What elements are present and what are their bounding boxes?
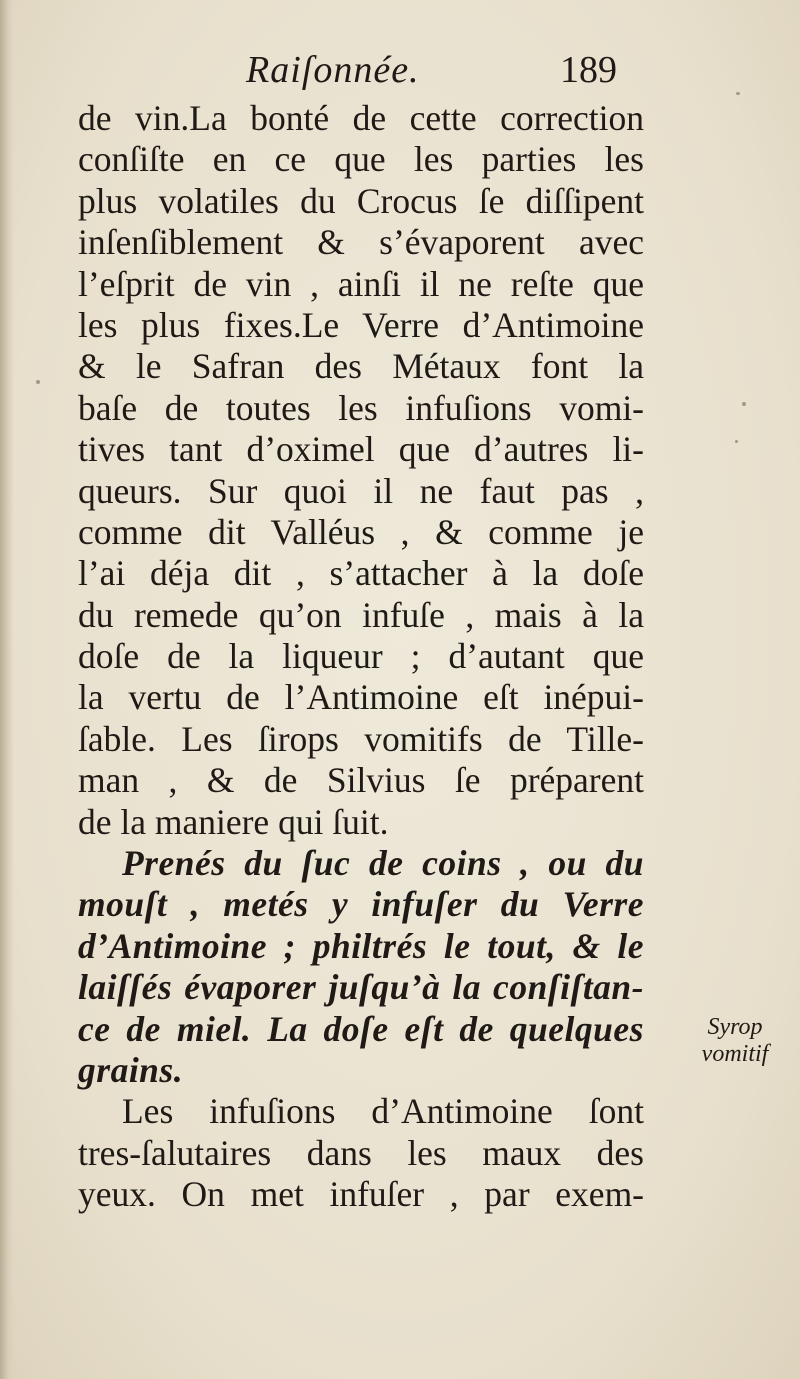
text-line: tives tant d’oximel que d’autres li-: [78, 429, 644, 470]
text-line: baſe de toutes les infuſions vomi-: [78, 387, 644, 428]
text-line: yeux. On met infuſer , par exem-: [78, 1174, 644, 1215]
text-line: tres-ſalutaires dans les maux des: [78, 1132, 644, 1173]
paper-speck: [735, 440, 738, 443]
text-line: Les infuſions d’Antimoine ſont: [122, 1091, 644, 1132]
recipe-line: ce de miel. La doſe eſt de quelques: [78, 1008, 644, 1049]
text-line: inſenſiblement & s’évaporent avec: [78, 222, 644, 263]
recipe-line: laiſſés évaporer juſqu’à la conſiſtan-: [78, 967, 644, 1008]
recipe-line: Prenés du ſuc de coins , ou du: [122, 843, 644, 884]
recipe-line: mouſt , metés y infuſer du Verre: [78, 884, 644, 925]
text-line: l’eſprit de vin , ainſi il ne reſte que: [78, 263, 644, 304]
text-line: de vin.La bonté de cette correction: [78, 98, 644, 138]
text-line: l’ai déja dit , s’attacher à la doſe: [78, 553, 644, 594]
text-line: les plus fixes.Le Verre d’Antimoine: [78, 304, 644, 345]
text-line: queurs. Sur quoi il ne faut pas ,: [78, 470, 644, 511]
text-line: conſiſte en ce que les parties les: [78, 139, 644, 180]
text-line: ſable. Les ſirops vomitifs de Tille-: [78, 718, 644, 759]
paper-speck: [36, 380, 40, 384]
running-head: [0, 46, 800, 96]
text-line: plus volatiles du Crocus ſe diſſipent: [78, 180, 644, 221]
margin-note: [676, 1014, 794, 1068]
text-line: man , & de Silvius ſe préparent: [78, 760, 644, 801]
text-line: & le Safran des Métaux font la: [78, 346, 644, 387]
text-line: de la maniere qui ſuit.: [78, 801, 389, 842]
text-line: comme dit Valléus , & comme je: [78, 511, 644, 552]
recipe-line: grains.: [78, 1049, 184, 1090]
body-text: [78, 98, 644, 1216]
page-edge-shadow: [0, 0, 14, 1379]
margin-note-line: Syrop: [707, 1014, 763, 1040]
running-head-title: Raiſonnée.: [246, 49, 420, 91]
text-line: la vertu de l’Antimoine eſt inépui-: [78, 677, 644, 718]
recipe-line: d’Antimoine ; philtrés le tout, & le: [78, 925, 644, 966]
page-number: 189: [560, 49, 617, 91]
paper-speck: [736, 92, 740, 95]
text-line: du remede qu’on infuſe , mais à la: [78, 594, 644, 635]
margin-note-line: vomitif: [701, 1041, 769, 1067]
text-line: doſe de la liqueur ; d’autant que: [78, 636, 644, 677]
paper-speck: [742, 402, 746, 406]
